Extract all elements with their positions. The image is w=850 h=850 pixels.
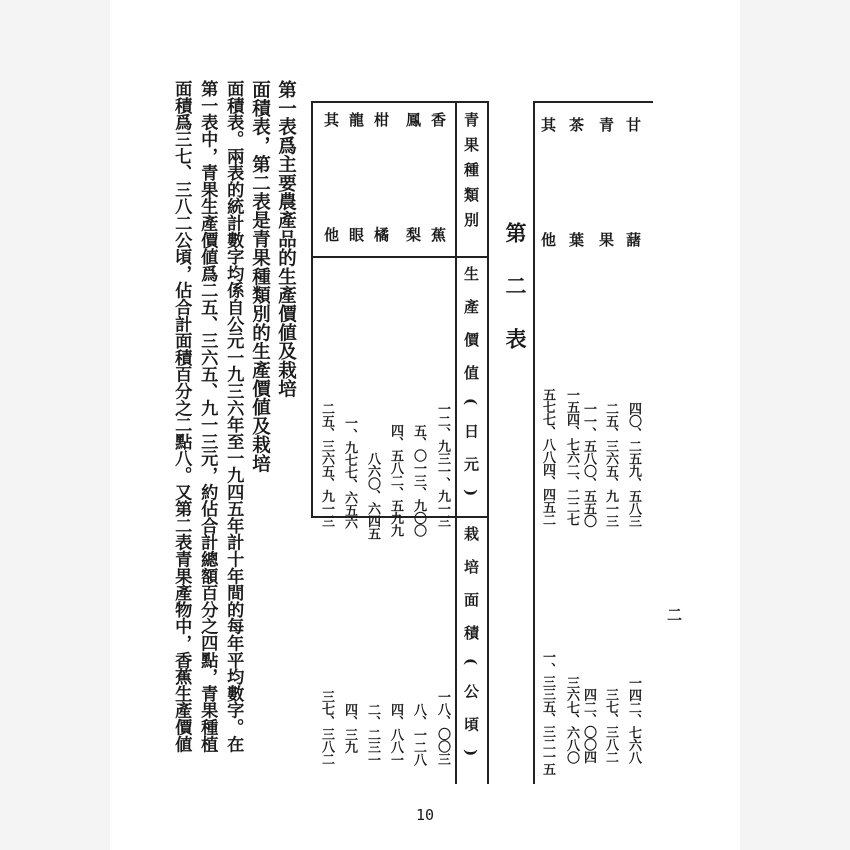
row-area: 二、二三一 bbox=[365, 703, 380, 766]
row-value: 四〇、二五九、五八三 bbox=[626, 402, 641, 527]
row-value: 一、九七七、六五六 bbox=[342, 416, 357, 529]
row-value: 二五、三六五、九一三 bbox=[319, 402, 334, 527]
row-area: 四、三九 bbox=[342, 703, 357, 753]
row-area: 四二、〇〇四 bbox=[581, 688, 596, 763]
row-value: 一五四、七六二、二二七 bbox=[564, 388, 579, 526]
row-name: 香蕉 bbox=[429, 112, 447, 342]
row-name: 鳳梨 bbox=[404, 112, 422, 342]
row-area: 三七、三八二 bbox=[319, 690, 334, 765]
row-name: 其他 bbox=[322, 112, 340, 342]
row-value: 四、五八二、五九九 bbox=[388, 424, 403, 537]
table2-title: 第二表 bbox=[503, 222, 528, 381]
row-value: 一二、九三一、九一三 bbox=[435, 402, 450, 527]
row-name: 青果 bbox=[597, 117, 615, 347]
row-value: 八六〇、六四五 bbox=[365, 452, 380, 540]
header-area: 栽培面積(公頃) bbox=[462, 526, 480, 775]
row-area: 四、八八一 bbox=[388, 703, 403, 766]
header-category: 青果種類別 bbox=[462, 112, 480, 237]
paragraph-line: 第一表中，青果生產價値爲二五、三六五、九一三元，約佔合計總額百分之四點，青果種植 bbox=[197, 80, 218, 753]
row-area: 三七、三八二 bbox=[603, 688, 618, 763]
row-name: 甘藷 bbox=[624, 117, 642, 347]
row-value: 二五、三六五、九一三 bbox=[603, 402, 618, 527]
row-area: 一、三三五、三二一五 bbox=[540, 650, 555, 775]
section-mark: 二 bbox=[665, 607, 683, 622]
page-number: 10 bbox=[415, 806, 435, 824]
row-name: 龍眼 bbox=[347, 112, 365, 342]
row-value: 五七七、八八四、四五二 bbox=[540, 388, 555, 526]
row-area: 一八、〇〇三 bbox=[435, 690, 450, 765]
row-area: 八、一二八 bbox=[411, 703, 426, 766]
paragraph-line: 面積爲三七、三八二公頃，佔合計面積百分之二點八。又第二表青果產物中，香蕉生產價値 bbox=[171, 80, 192, 753]
row-name: 其他 bbox=[539, 117, 557, 347]
row-value: 五、〇一三、九〇〇 bbox=[411, 424, 426, 537]
row-value: 一一、五八〇、五五〇 bbox=[581, 402, 596, 527]
paragraph-line: 面積表。兩表的統計數字均係自公元一九三六年至一九四五年計十年間的每年平均數字。在 bbox=[223, 80, 244, 753]
row-name: 茶葉 bbox=[567, 117, 585, 347]
row-area: 一四二、七六八 bbox=[626, 676, 641, 764]
paragraph-line: 面積表，第二表是青果種類別的生產價値及栽培 bbox=[249, 80, 271, 473]
row-name: 柑橘 bbox=[372, 112, 390, 342]
header-value: 生產價值(日元) bbox=[462, 266, 480, 515]
paragraph-line: 第一表爲主要農產品的生產價値及栽培 bbox=[275, 80, 297, 398]
row-area: 三六七、六八〇 bbox=[564, 676, 579, 764]
